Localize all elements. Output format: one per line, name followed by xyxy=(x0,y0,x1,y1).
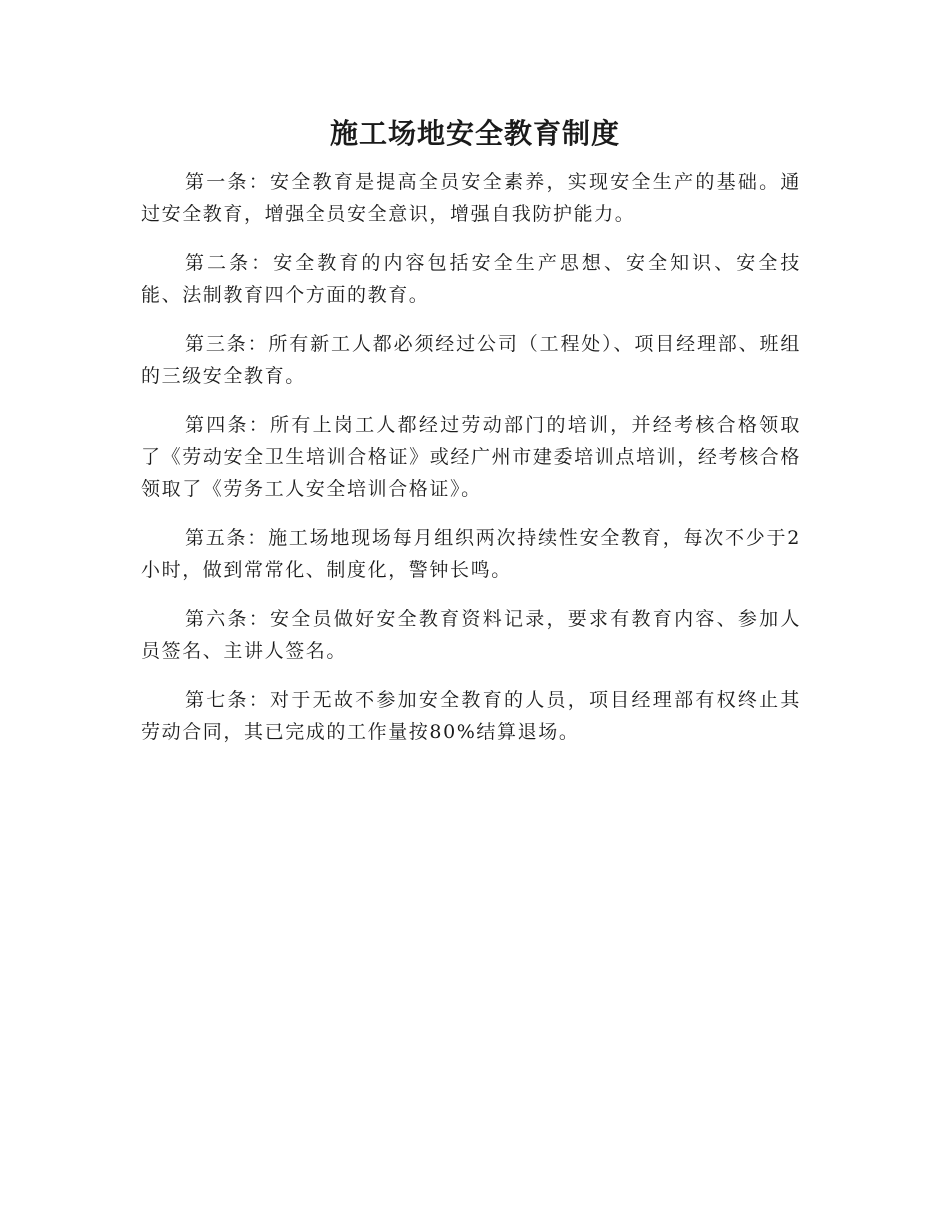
article-3: 第三条：所有新工人都必须经过公司（工程处）、项目经理部、班组的三级安全教育。 xyxy=(141,333,801,387)
article-6: 第六条：安全员做好安全教育资料记录，要求有教育内容、参加人员签名、主讲人签名。 xyxy=(141,608,801,662)
article-7: 第七条：对于无故不参加安全教育的人员，项目经理部有权终止其劳动合同，其已完成的工作量按80%结算退场。 xyxy=(141,689,801,743)
article-2: 第二条：安全教育的内容包括安全生产思想、安全知识、安全技能、法制教育四个方面的教育。 xyxy=(141,252,801,306)
article-1: 第一条：安全教育是提高全员安全素养，实现安全生产的基础。通过安全教育，增强全员安全意识，增强自我防护能力。 xyxy=(141,171,801,225)
article-4: 第四条：所有上岗工人都经过劳动部门的培训，并经考核合格领取了《劳动安全卫生培训合格证》或经广州市建委培训点培训，经考核合格领取了《劳务工人安全培训合格证》。 xyxy=(141,414,801,500)
article-5: 第五条：施工场地现场每月组织两次持续性安全教育，每次不少于2小时，做到常常化、制度化，警钟长鸣。 xyxy=(141,527,801,581)
document-title: 施工场地安全教育制度 xyxy=(329,117,620,150)
document-body xyxy=(141,166,801,765)
